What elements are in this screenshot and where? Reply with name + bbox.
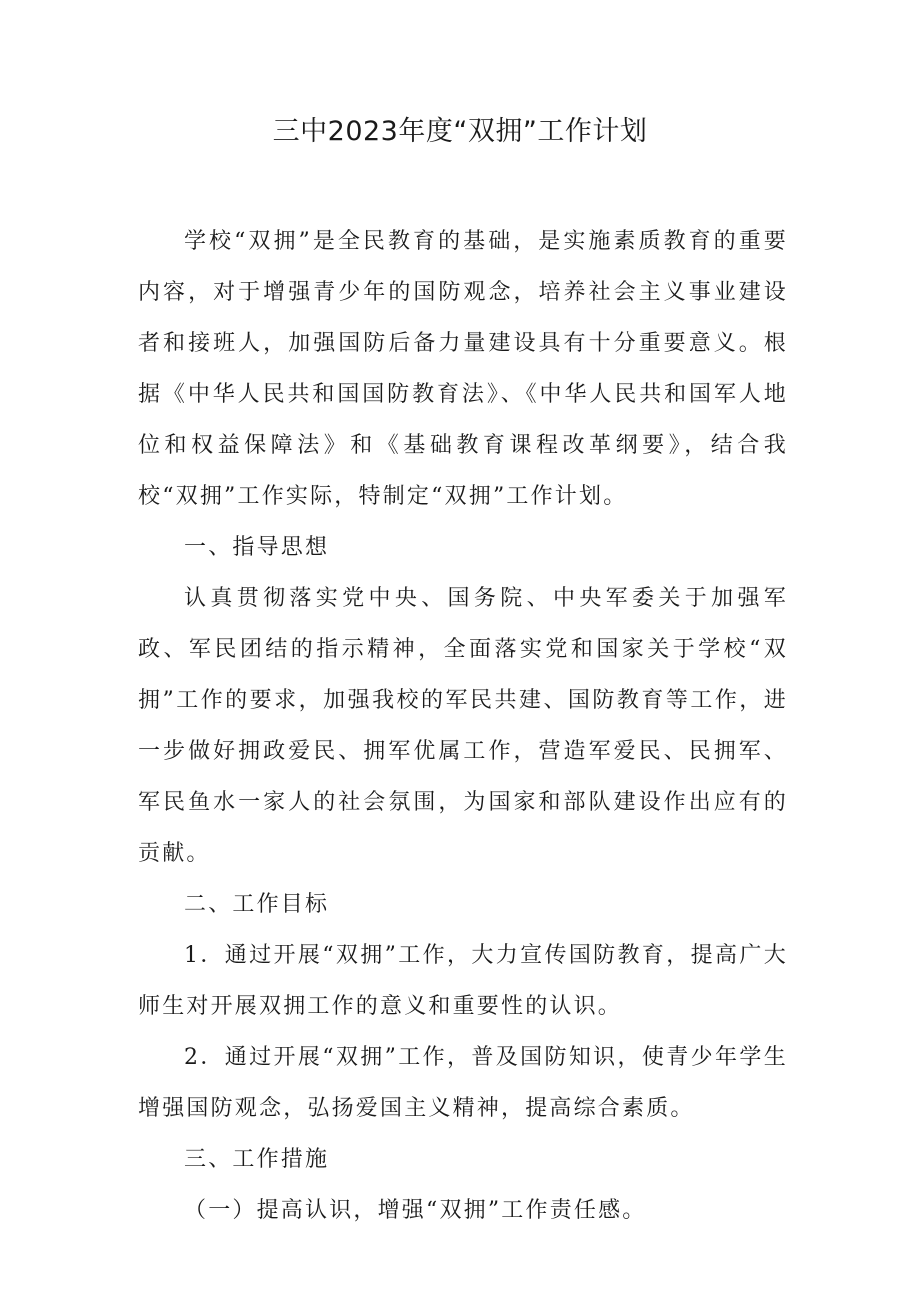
measure-subheading-1: （一）提高认识，增强“双拥”工作责任感。 <box>184 1198 647 1223</box>
goal-item-1: 1．通过开展“双拥”工作，大力宣传国防教育，提高广大师生对开展双拥工作的意义和重要性的认识。 <box>138 943 788 1019</box>
section-heading-work-goals: 二、工作目标 <box>184 892 330 917</box>
document-body <box>138 216 788 1236</box>
section-heading-guiding-thought: 一、指导思想 <box>184 535 330 560</box>
document-title: 三中2023年度“双拥”工作计划 <box>272 116 648 147</box>
intro-paragraph: 学校“双拥”是全民教育的基础，是实施素质教育的重要内容，对于增强青少年的国防观念，培养社会主义事业建设者和接班人，加强国防后备力量建设具有十分重要意义。根据《中华人民共和国国防教育法》、《中华人民共和国军人地位和权益保障法》和《基础教育课程改革纲要》，结合我校“双拥”工作实际，特制定“双拥”工作计划。 <box>138 229 788 509</box>
goal-item-2: 2．通过开展“双拥”工作，普及国防知识，使青少年学生增强国防观念，弘扬爱国主义精神，提高综合素质。 <box>138 1045 788 1121</box>
guiding-thought-paragraph: 认真贯彻落实党中央、国务院、中央军委关于加强军政、军民团结的指示精神，全面落实党和国家关于学校“双拥”工作的要求，加强我校的军民共建、国防教育等工作，进一步做好拥政爱民、拥军优属工作，营造军爱民、民拥军、军民鱼水一家人的社会氛围，为国家和部队建设作出应有的贡献。 <box>138 586 788 866</box>
section-heading-work-measures: 三、工作措施 <box>184 1147 330 1172</box>
